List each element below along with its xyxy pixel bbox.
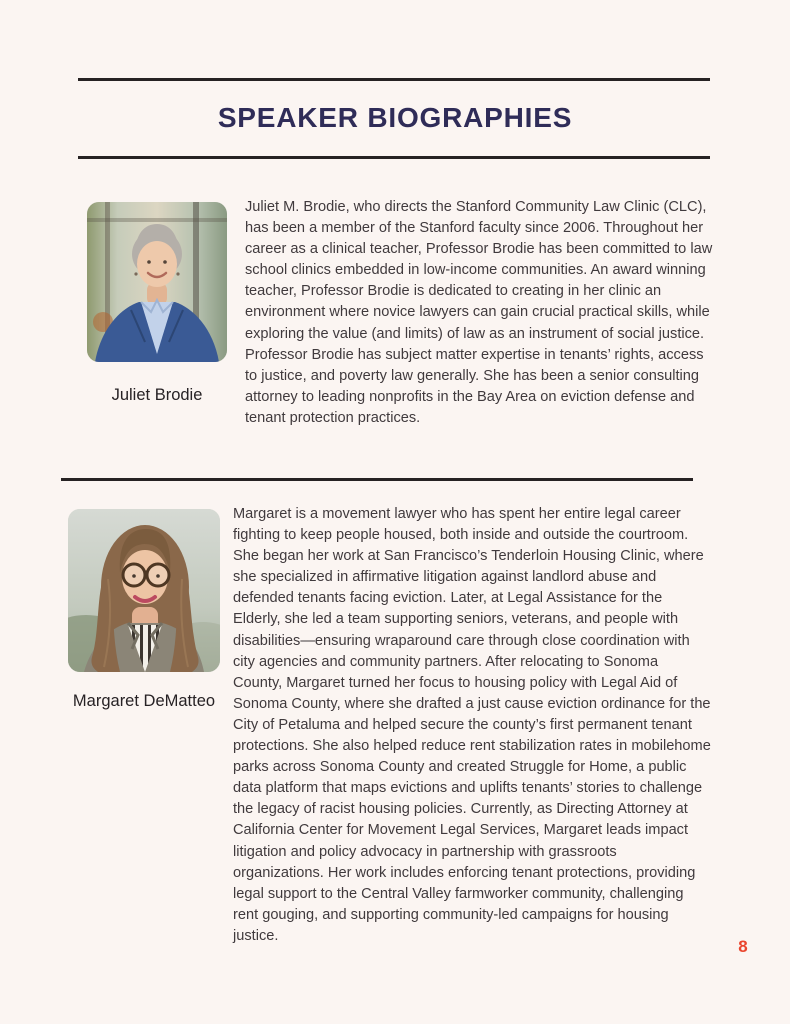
speaker-name-margaret-dematteo: Margaret DeMatteo bbox=[72, 692, 216, 710]
header-rule-top bbox=[78, 78, 710, 81]
speaker-bio-juliet-brodie: Juliet M. Brodie, who directs the Stanford Community Law Clinic (CLC), has been a member of the Stanford faculty since 2006. Throughout her career as a clinical teacher, Professor Brodie has been committed to law school clinics embedded in low-income communities. An award winning teacher, Professor Brodie is dedicated to creating in her clinic an environment where novice lawyers can gain crucial practical skills, while exploring the value (and limits) of law as an instrument of social justice. Professor Brodie has subject matter expertise in tenants’ rights, access to justice, and poverty law generally. She has been a senior consulting attorney to leading nonprofits in the Bay Area on eviction defense and tenant protection practices. bbox=[245, 199, 713, 426]
juliet-brodie-photo bbox=[87, 202, 227, 362]
page-title: SPEAKER BIOGRAPHIES bbox=[217, 102, 573, 133]
margaret-dematteo-photo bbox=[68, 509, 220, 672]
margaret-dematteo-portrait-illustration bbox=[68, 509, 220, 672]
header-rule-bottom bbox=[78, 156, 710, 159]
juliet-brodie-portrait-illustration bbox=[87, 202, 227, 362]
section-divider-rule bbox=[61, 478, 693, 481]
speaker-bio-margaret-dematteo: Margaret is a movement lawyer who has spent her entire legal career fighting to keep people housed, both inside and outside the courtroom. She began her work at San Francisco’s Tenderloin Housing Clinic, where she specialized in affirmative litigation against landlord abuse and defended tenants facing eviction. Later, at Legal Assistance for the Elderly, she led a team supporting seniors, veterans, and people with disabilities—ensuring wraparound care through close coordination with city agencies and community partners. After relocating to Sonoma County, Margaret turned her focus to housing policy with Legal Aid of Sonoma County, where she drafted a just cause eviction ordinance for the City of Petaluma and helped secure the county’s first permanent tenant protections. She also helped reduce rent stabilization rates in mobilehome parks across Sonoma County and created Struggle for Home, a public data platform that maps evictions and uplifts tenants’ stories to challenge the legacy of racist housing policies. Currently, as Directing Attorney at California Center for Movement Legal Services, Margaret leads impact litigation and policy advocacy in partnership with grassroots organizations. Her work includes enforcing tenant protections, providing legal support to the Central Valley farmworker community, challenging rent gouging, and supporting community-led campaigns for housing justice. bbox=[233, 506, 711, 944]
speaker-name-juliet-brodie: Juliet Brodie bbox=[111, 386, 203, 404]
page-number: 8 bbox=[738, 937, 748, 956]
